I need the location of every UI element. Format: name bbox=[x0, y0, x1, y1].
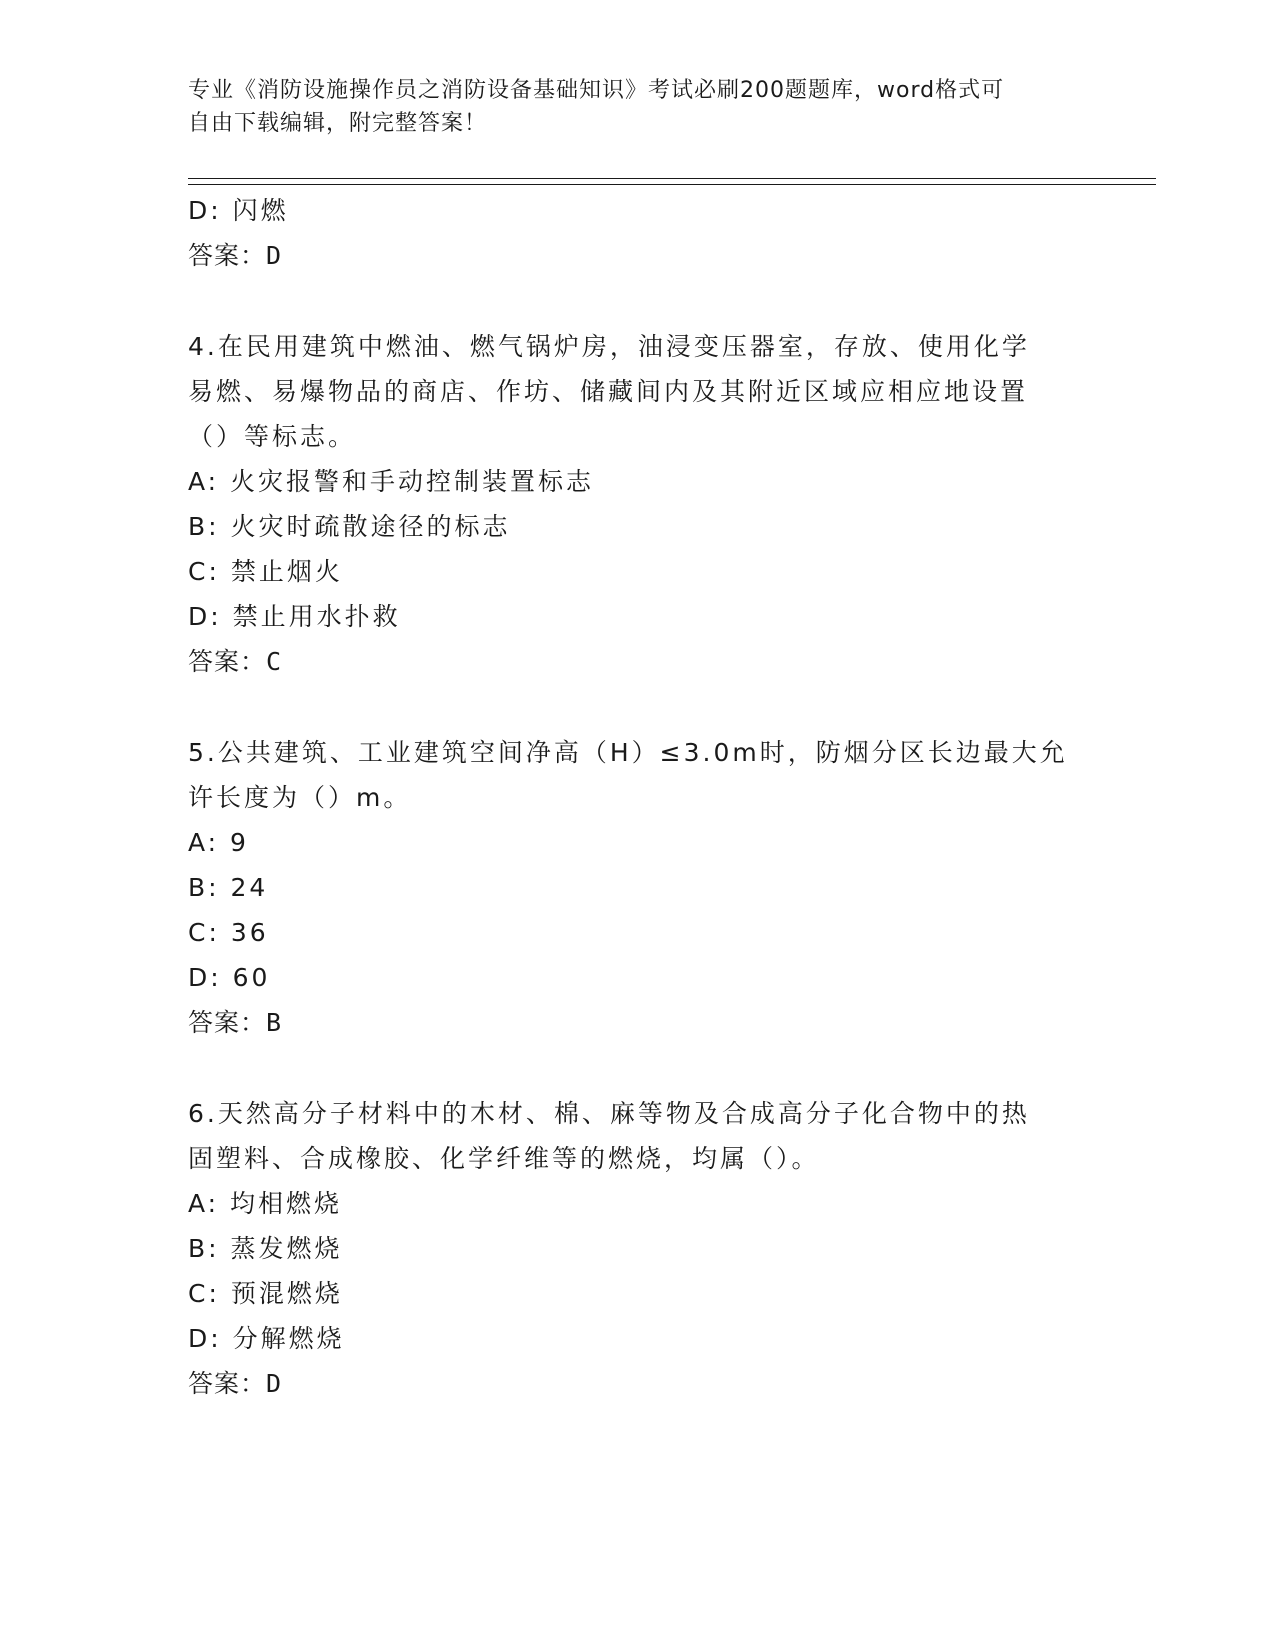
answer-line: 答案：C bbox=[188, 647, 283, 676]
option-d: D: 60 bbox=[188, 963, 271, 992]
question-5 bbox=[188, 730, 1088, 1045]
header-line-2: 自由下载编辑，附完整答案！ bbox=[188, 111, 488, 136]
previous-question-tail bbox=[188, 188, 1088, 278]
answer-line: 答案：D bbox=[188, 241, 283, 270]
option-b: B: 火灾时疏散途径的标志 bbox=[188, 512, 511, 541]
option-b: B: 蒸发燃烧 bbox=[188, 1234, 343, 1263]
question-stem-line: 5.公共建筑、工业建筑空间净高（H）≤3.0m时，防烟分区长边最大允 bbox=[188, 738, 1068, 767]
option-a: A: 均相燃烧 bbox=[188, 1189, 343, 1218]
question-4 bbox=[188, 324, 1088, 684]
option-c: C: 36 bbox=[188, 918, 269, 947]
option-d: D: 禁止用水扑救 bbox=[188, 602, 401, 631]
answer-line: 答案：D bbox=[188, 1369, 283, 1398]
option-d: D: 闪燃 bbox=[188, 196, 289, 225]
option-a: A: 9 bbox=[188, 828, 249, 857]
question-stem-line: 许长度为（）m。 bbox=[188, 783, 412, 812]
question-stem-line: 4.在民用建筑中燃油、燃气锅炉房，油浸变压器室，存放、使用化学 bbox=[188, 332, 1030, 361]
option-a: A: 火灾报警和手动控制装置标志 bbox=[188, 467, 595, 496]
option-c: C: 预混燃烧 bbox=[188, 1279, 343, 1308]
header-divider bbox=[188, 178, 1156, 185]
option-c: C: 禁止烟火 bbox=[188, 557, 343, 586]
option-b: B: 24 bbox=[188, 873, 269, 902]
header-line-1: 专业《消防设施操作员之消防设备基础知识》考试必刷200题题库，word格式可 bbox=[188, 78, 1005, 103]
document-header bbox=[188, 74, 1068, 140]
answer-line: 答案：B bbox=[188, 1008, 283, 1037]
question-6 bbox=[188, 1091, 1088, 1406]
question-content bbox=[188, 188, 1088, 1406]
question-stem-line: 6.天然高分子材料中的木材、棉、麻等物及合成高分子化合物中的热 bbox=[188, 1099, 1030, 1128]
question-stem-line: 易燃、易爆物品的商店、作坊、储藏间内及其附近区域应相应地设置 bbox=[188, 377, 1029, 406]
option-d: D: 分解燃烧 bbox=[188, 1324, 345, 1353]
question-stem-line: （）等标志。 bbox=[188, 422, 357, 451]
question-stem-line: 固塑料、合成橡胶、化学纤维等的燃烧，均属（）。 bbox=[188, 1144, 820, 1173]
